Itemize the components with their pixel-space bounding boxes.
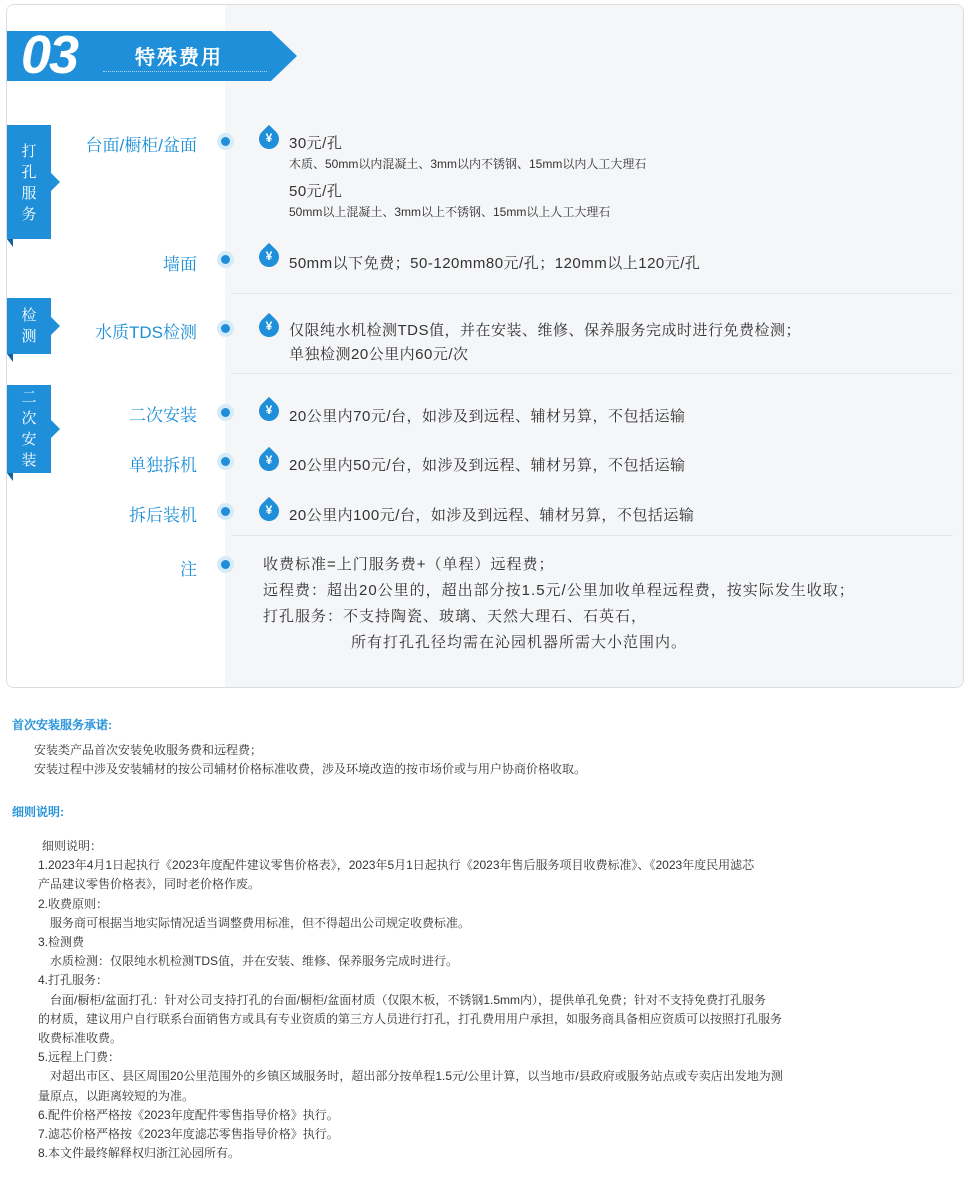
special-fees-card [6, 4, 964, 688]
divider [231, 373, 953, 374]
details-line: 量原点，以距离较短的为准。 [38, 1088, 195, 1103]
section-title: 特殊费用 [135, 47, 223, 69]
countertop-price-2: 50元/孔 [289, 183, 343, 200]
bullet-dot [217, 503, 234, 520]
bullet-dot [217, 453, 234, 470]
note-line-2: 远程费：超出20公里的，超出部分按1.5元/公里加收单程远程费，按实际发生收取； [263, 582, 855, 599]
tag-fold [7, 239, 13, 247]
details-line: 1.2023年4月1日起执行《2023年度配件建议零售价格表》，2023年5月1日起执行《2023年售后服务项目收费标准》、《2023年度民用滤芯 [38, 858, 755, 873]
second-install-text: 20公里内70元/台，如涉及到远程、辅材另算，不包括运输 [289, 408, 686, 425]
details-line: 2.收费原则： [38, 896, 109, 911]
yen-drop-icon: ¥ [257, 445, 281, 475]
label-dismantle: 单独拆机 [129, 456, 197, 475]
details-line: 水质检测：仅限纯水机检测TDS值，并在安装、维修、保养服务完成时进行。 [50, 954, 459, 969]
reassemble-text: 20公里内100元/台，如涉及到远程、辅材另算，不包括运输 [289, 507, 695, 524]
tds-line-1: 仅限纯水机检测TDS值，并在安装、维修、保养服务完成时进行免费检测； [289, 322, 802, 339]
yen-drop-icon: ¥ [257, 123, 281, 153]
bullet-dot [217, 251, 234, 268]
details-line: 产品建议零售价格表》，同时老价格作废。 [38, 877, 261, 892]
divider [231, 293, 953, 294]
details-line: 3.检测费 [38, 935, 85, 949]
tag-reinstall-label: 二次安装 [21, 389, 37, 469]
tag-fold [7, 473, 13, 481]
yen-drop-icon: ¥ [257, 395, 281, 425]
section-number: 03 [21, 25, 78, 85]
promise-line-1: 安装类产品首次安装免收服务费和远程费； [34, 743, 263, 757]
bullet-dot [217, 320, 234, 337]
details-title: 细则说明: [12, 805, 64, 819]
banner-underline [103, 71, 267, 72]
details-line: 服务商可根据当地实际情况适当调整费用标准，但不得超出公司规定收费标准。 [50, 915, 471, 930]
divider [231, 535, 953, 536]
tag-arrow [51, 173, 60, 191]
label-wall: 墙面 [163, 255, 197, 274]
yen-drop-icon: ¥ [257, 495, 281, 525]
tag-drilling-service [7, 125, 51, 239]
details-line: 收费标准收费。 [38, 1031, 123, 1045]
label-countertop: 台面/橱柜/盆面 [85, 136, 197, 155]
details-line: 7.滤芯价格严格按《2023年度滤芯零售指导价格》执行。 [38, 1127, 339, 1141]
bullet-dot [217, 133, 234, 150]
details-line: 台面/橱柜/盆面打孔：针对公司支持打孔的台面/橱柜/盆面材质（仅限木板，不锈钢1.5mm内），提供单孔免费；针对不支持免费打孔服务 [50, 992, 767, 1007]
label-reassemble: 拆后装机 [129, 506, 197, 525]
details-line: 对超出市区、县区周围20公里范围外的乡镇区域服务时，超出部分按单程1.5元/公里计算，以当地市/县政府或服务站点或专卖店出发地为测 [50, 1069, 783, 1084]
label-second-install: 二次安装 [129, 406, 197, 425]
countertop-desc-1: 木质、50mm以内混凝土、3mm以内不锈钢、15mm以内人工大理石 [289, 157, 647, 171]
yen-drop-icon: ¥ [257, 311, 281, 341]
tag-drilling-label: 打孔服务 [21, 143, 37, 223]
tag-arrow [51, 317, 60, 335]
countertop-price-1: 30元/孔 [289, 135, 343, 152]
note-line-3: 打孔服务：不支持陶瓷、玻璃、天然大理石、石英石， [263, 608, 648, 625]
yen-drop-icon: ¥ [257, 241, 281, 271]
label-note: 注 [180, 560, 197, 579]
details-line: 细则说明： [42, 839, 103, 853]
countertop-desc-2: 50mm以上混凝土、3mm以上不锈钢、15mm以上人工大理石 [289, 205, 611, 219]
tds-line-2: 单独检测20公里内60元/次 [289, 346, 469, 363]
details-line: 5.远程上门费： [38, 1050, 121, 1065]
promise-line-2: 安装过程中涉及安装辅材的按公司辅材价格标准收费，涉及环境改造的按市场价或与用户协商价格收取。 [34, 762, 587, 776]
details-line: 6.配件价格严格按《2023年度配件零售指导价格》执行。 [38, 1107, 339, 1122]
tag-testing [7, 298, 51, 354]
note-line-4: 所有打孔孔径均需在沁园机器所需大小范围内。 [351, 634, 688, 651]
wall-text: 50mm以下免费；50-120mm80元/孔；120mm以上120元/孔 [289, 255, 701, 272]
tag-testing-label: 检测 [21, 307, 37, 345]
dismantle-text: 20公里内50元/台，如涉及到远程、辅材另算，不包括运输 [289, 457, 686, 474]
details-line: 8.本文件最终解释权归浙江沁园所有。 [38, 1146, 241, 1161]
note-line-1: 收费标准=上门服务费+（单程）远程费； [263, 556, 555, 573]
details-line: 4.打孔服务： [38, 973, 109, 988]
bullet-dot [217, 404, 234, 421]
details-line: 的材质，建议用户自行联系台面销售方或具有专业资质的第三方人员进行打孔，打孔费用用户承担，如服务商具备相应资质可以按照打孔服务 [38, 1011, 783, 1026]
promise-title: 首次安装服务承诺: [12, 718, 112, 732]
bullet-dot [217, 556, 234, 573]
tag-reinstall [7, 385, 51, 473]
banner-arrow [271, 31, 297, 81]
tag-arrow [51, 420, 60, 438]
section-banner [7, 27, 299, 85]
label-tds: 水质TDS检测 [95, 323, 197, 342]
tag-fold [7, 354, 13, 362]
